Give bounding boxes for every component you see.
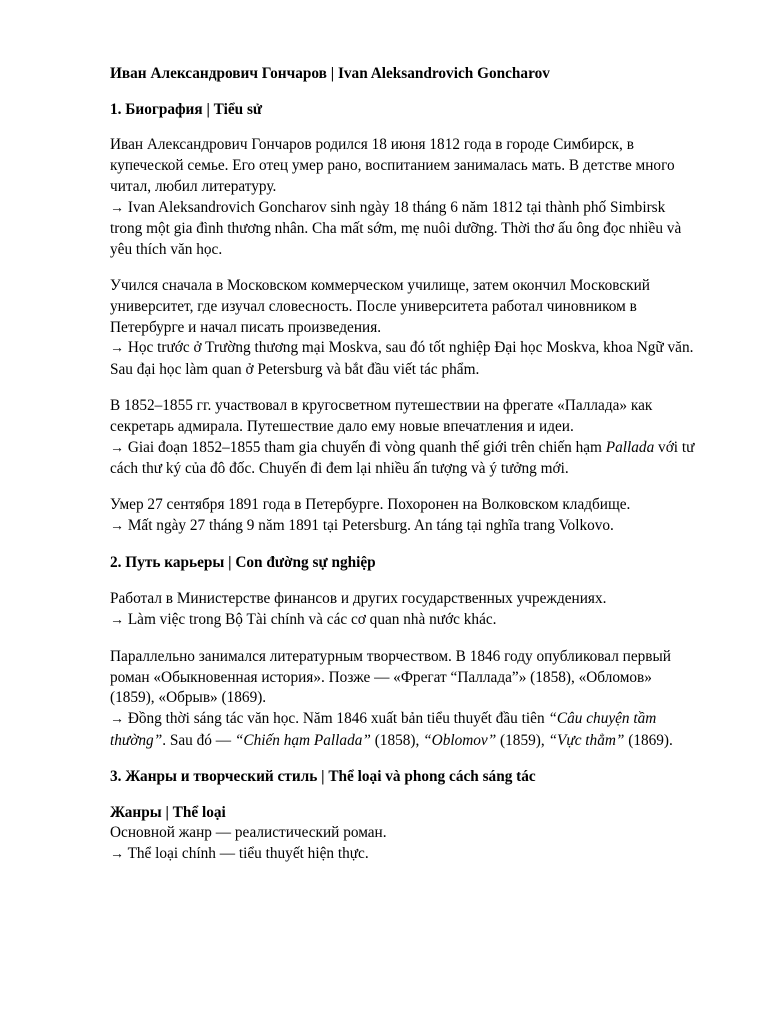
arrow-icon: → bbox=[110, 712, 124, 728]
translation-text: (1869). bbox=[624, 731, 673, 749]
paragraph-education bbox=[110, 276, 700, 381]
paragraph-text-ru: Умер 27 сентября 1891 года в Петербурге. Похоронен на Волковском кладбище. bbox=[110, 496, 631, 514]
translation-text: (1859), bbox=[496, 731, 549, 749]
paragraph-text-ru: Параллельно занимался литературным творчеством. В 1846 году опубликовал первый роман «Обыкновенная история». Позже — «Фрегат “Паллада”» (1858), «Обломов» (1859), «Обрыв» (1869). bbox=[110, 647, 671, 707]
translation-text: Học trước ở Trường thương mại Moskva, sau đó tốt nghiệp Đại học Moskva, khoa Ngữ văn. Sau đại học làm quan ở Petersburg và bắt đầu viết tác phẩm. bbox=[110, 339, 694, 378]
translation-text: với tư cách thư ký của đô đốc. Chuyến đi đem lại nhiều ấn tượng và ý tưởng mới. bbox=[110, 438, 695, 478]
translation-text: Thể loại chính — tiểu thuyết hiện thực. bbox=[127, 845, 369, 863]
work-title: “Oblomov” bbox=[423, 731, 497, 749]
arrow-icon: → bbox=[110, 847, 124, 863]
work-title: “Câu chuyện tầm thường” bbox=[110, 710, 657, 749]
document-page bbox=[110, 64, 700, 881]
section-heading-career: 2. Путь карьеры | Con đường sự nghiệp bbox=[110, 554, 376, 572]
paragraph-genres bbox=[110, 803, 700, 866]
paragraph-text-ru: Иван Александрович Гончаров родился 18 июня 1812 года в городе Симбирск, в купеческой семье. Его отец умер рано, воспитанием занималась мать. В детстве много читал, любил литературу. bbox=[110, 136, 675, 195]
translation-text: Ivan Aleksandrovich Goncharov sinh ngày 18 tháng 6 năm 1812 tại thành phố Simbirsk trong một gia đình thương nhân. Cha mất sớm, mẹ nuôi dưỡng. Thời thơ ấu ông đọc nhiều và yêu thích văn học. bbox=[110, 198, 682, 258]
paragraph-text-vi bbox=[110, 438, 700, 480]
translation-text: Giai đoạn 1852–1855 tham gia chuyến đi vòng quanh thế giới trên chiến hạm bbox=[127, 438, 606, 456]
section-heading-genres: 3. Жанры и творческий стиль | Thể loại và phong cách sáng tác bbox=[110, 767, 536, 785]
paragraph-text-vi bbox=[110, 338, 700, 380]
section-heading-biography: 1. Биография | Tiểu sử bbox=[110, 100, 263, 118]
subheading-genres: Жанры | Thể loại bbox=[110, 803, 226, 821]
arrow-icon: → bbox=[110, 200, 124, 216]
translation-text: (1858), bbox=[370, 731, 424, 749]
paragraph-voyage bbox=[110, 396, 700, 480]
paragraph-works bbox=[110, 647, 700, 752]
paragraph-text-ru: Работал в Министерстве финансов и других государственных учреждениях. bbox=[110, 590, 607, 608]
paragraph-text-vi bbox=[110, 844, 700, 866]
work-title: “Chiến hạm Pallada” bbox=[234, 731, 371, 749]
paragraph-text-vi bbox=[110, 610, 700, 632]
arrow-icon: → bbox=[110, 440, 124, 456]
arrow-icon: → bbox=[110, 612, 124, 628]
paragraph-text-vi bbox=[110, 516, 700, 538]
paragraph-birth bbox=[110, 135, 700, 260]
paragraph-text-ru: Учился сначала в Московском коммерческом училище, затем окончил Московский университет, где изучал словесность. После университета работал чиновником в Петербурге и начал писать произведения. bbox=[110, 277, 650, 336]
paragraph-text-vi bbox=[110, 709, 700, 751]
paragraph-death bbox=[110, 495, 700, 537]
ship-name: Pallada bbox=[605, 438, 655, 456]
arrow-icon: → bbox=[110, 341, 124, 357]
translation-text: . Sau đó — bbox=[162, 731, 235, 749]
paragraph-text-ru: В 1852–1855 гг. участвовал в кругосветном путешествии на фрегате «Паллада» как секретарь адмирала. Путешествие дало ему новые впечатления и идеи. bbox=[110, 397, 653, 435]
paragraph-text-vi bbox=[110, 198, 700, 261]
translation-text: Mất ngày 27 tháng 9 năm 1891 tại Petersburg. An táng tại nghĩa trang Volkovo. bbox=[127, 517, 614, 535]
translation-text: Đồng thời sáng tác văn học. Năm 1846 xuất bản tiểu thuyết đầu tiên bbox=[127, 710, 549, 728]
translation-text: Làm việc trong Bộ Tài chính và các cơ quan nhà nước khác. bbox=[127, 610, 497, 628]
document-title: Иван Александрович Гончаров | Ivan Aleksandrovich Goncharov bbox=[110, 65, 550, 82]
arrow-icon: → bbox=[110, 519, 124, 535]
paragraph-text-ru: Основной жанр — реалистический роман. bbox=[110, 824, 387, 842]
work-title: “Vực thẳm” bbox=[548, 731, 625, 749]
paragraph-ministry bbox=[110, 589, 700, 631]
